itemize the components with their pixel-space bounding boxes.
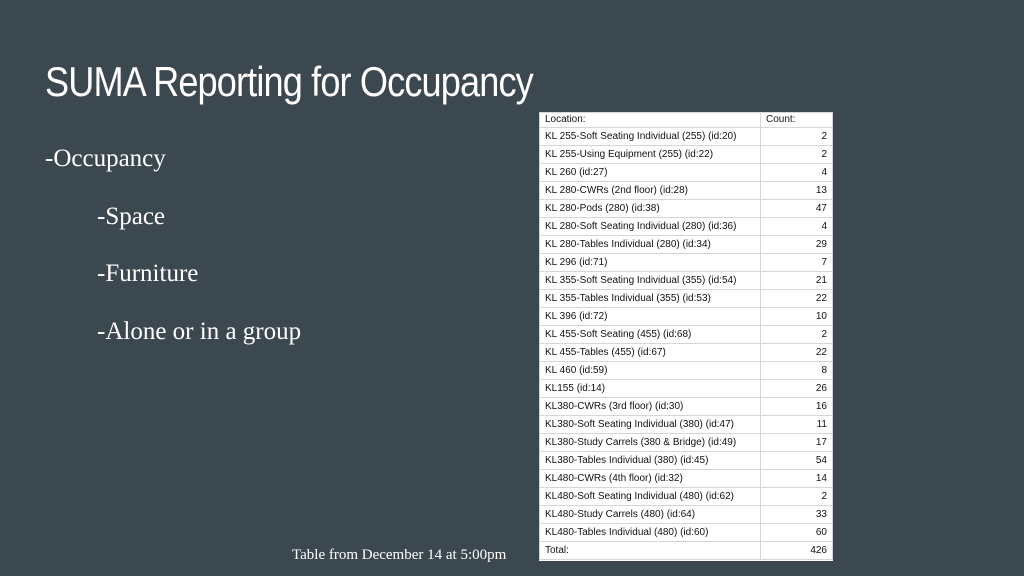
location-cell: KL 260 (id:27) [540,164,761,182]
location-cell: KL 455-Tables (455) (id:67) [540,344,761,362]
table-row [540,128,833,146]
table-caption: Table from December 14 at 5:00pm [292,547,507,563]
location-cell: KL 460 (id:59) [540,362,761,380]
table-row [540,236,833,254]
table-row [540,326,833,344]
location-cell: KL 455-Soft Seating (455) (id:68) [540,326,761,344]
bullet-occupancy: -Occupancy [45,145,166,172]
table-total-row [540,542,833,560]
count-cell: 11 [761,416,833,434]
table-row [540,254,833,272]
count-cell: 2 [761,128,833,146]
count-cell: 17 [761,434,833,452]
count-cell: 33 [761,506,833,524]
count-cell: 2 [761,488,833,506]
location-cell: KL380-Tables Individual (380) (id:45) [540,452,761,470]
count-cell: 60 [761,524,833,542]
bullet-space: -Space [97,203,166,230]
count-cell: 22 [761,344,833,362]
location-cell: KL 255-Using Equipment (255) (id:22) [540,146,761,164]
location-cell: KL380-Study Carrels (380 & Bridge) (id:49) [540,434,761,452]
location-cell: KL 280-Soft Seating Individual (280) (id:36) [540,218,761,236]
header-count: Count: [761,113,833,128]
count-cell: 13 [761,182,833,200]
table-row [540,506,833,524]
table-row [540,164,833,182]
count-cell: 21 [761,272,833,290]
slide-title: SUMA Reporting for Occupancy [45,58,533,105]
table-header-row [540,113,833,128]
table-row [540,470,833,488]
table-row [540,452,833,470]
count-cell: 10 [761,308,833,326]
count-cell: 47 [761,200,833,218]
count-cell: 26 [761,380,833,398]
count-cell: 54 [761,452,833,470]
occupancy-table [539,112,833,560]
table-row [540,200,833,218]
location-cell: KL 255-Soft Seating Individual (255) (id:20) [540,128,761,146]
count-cell: 2 [761,146,833,164]
table-row [540,380,833,398]
location-cell: Total: [540,542,761,560]
location-cell: KL 280-Pods (280) (id:38) [540,200,761,218]
table-row [540,362,833,380]
location-cell: KL480-Soft Seating Individual (480) (id:62) [540,488,761,506]
occupancy-table-image [539,112,833,561]
table-row [540,434,833,452]
table-row [540,344,833,362]
table-row [540,272,833,290]
count-cell: 29 [761,236,833,254]
location-cell: KL 396 (id:72) [540,308,761,326]
location-cell: KL380-CWRs (3rd floor) (id:30) [540,398,761,416]
table-row [540,398,833,416]
location-cell: KL 296 (id:71) [540,254,761,272]
bullet-furniture: -Furniture [97,260,199,287]
bullet-alone-or-group: -Alone or in a group [97,318,302,345]
location-cell: KL480-Tables Individual (480) (id:60) [540,524,761,542]
table-row [540,146,833,164]
location-cell: KL380-Soft Seating Individual (380) (id:47) [540,416,761,434]
count-cell: 22 [761,290,833,308]
table-row [540,416,833,434]
location-cell: KL 355-Tables Individual (355) (id:53) [540,290,761,308]
count-cell: 2 [761,326,833,344]
location-cell: KL 280-Tables Individual (280) (id:34) [540,236,761,254]
count-cell: 7 [761,254,833,272]
count-cell: 4 [761,164,833,182]
header-location: Location: [540,113,761,128]
table-row [540,218,833,236]
location-cell: KL 280-CWRs (2nd floor) (id:28) [540,182,761,200]
count-cell: 4 [761,218,833,236]
table-row [540,290,833,308]
location-cell: KL480-CWRs (4th floor) (id:32) [540,470,761,488]
count-cell: 8 [761,362,833,380]
count-cell: 16 [761,398,833,416]
table-row [540,524,833,542]
table-row [540,488,833,506]
location-cell: KL 355-Soft Seating Individual (355) (id:54) [540,272,761,290]
table-row [540,308,833,326]
table-row [540,182,833,200]
table-body [540,128,833,560]
count-cell: 14 [761,470,833,488]
count-cell: 426 [761,542,833,560]
location-cell: KL480-Study Carrels (480) (id:64) [540,506,761,524]
location-cell: KL155 (id:14) [540,380,761,398]
